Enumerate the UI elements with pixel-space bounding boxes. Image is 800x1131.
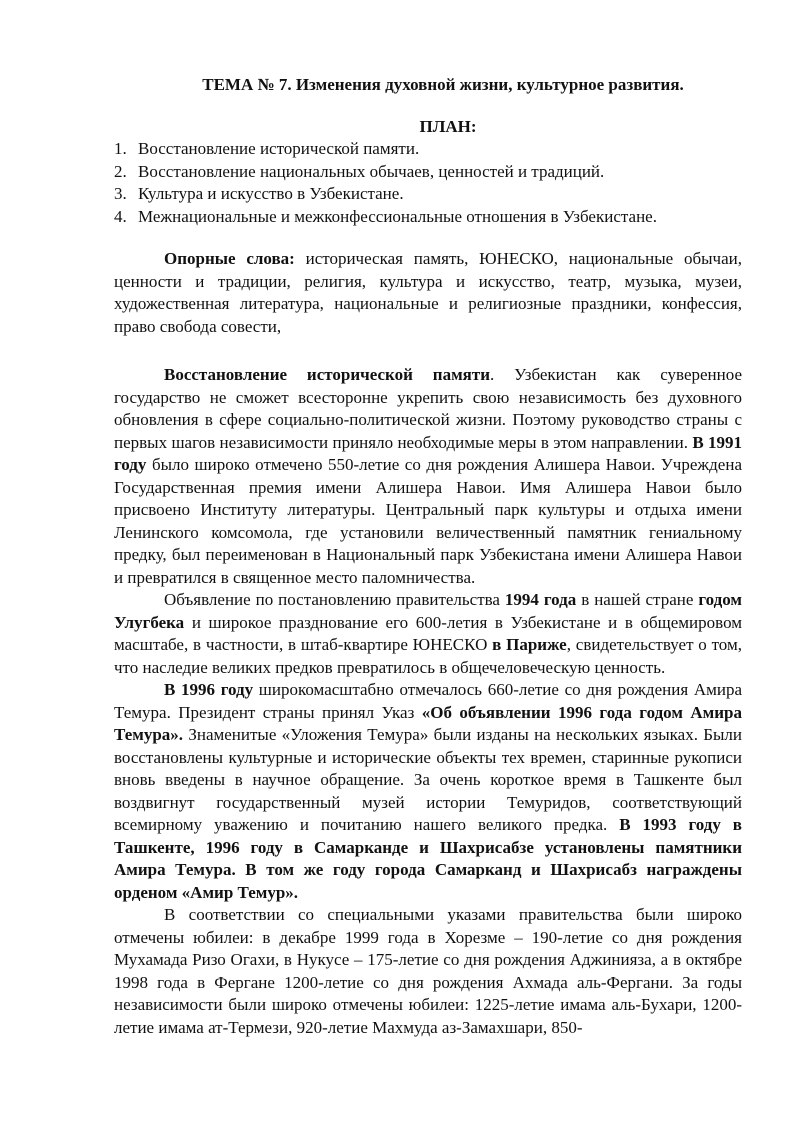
page-title: ТЕМА № 7. Изменения духовной жизни, культурное развития. — [202, 75, 684, 94]
keywords-paragraph — [114, 248, 742, 338]
plan-item — [114, 183, 742, 206]
plan-item — [114, 206, 742, 229]
paragraph-ulugbek — [114, 589, 742, 679]
paragraph-text: Знаменитые «Уложения Темура» были изданы на нескольких языках. Были восстановлены культурные и исторические объекты тех времен, старинные рукописи вновь введены в научное обращение. За очень короткое время в Ташкенте был воздвигнут государственный музей истории Темуридов, соответствующий всемирному уважению и почитанию нашего великого предка. — [114, 725, 742, 834]
paragraph-temur — [114, 679, 742, 904]
paragraph-text: широкомасштабно отмечалось 660-летие со дня рождения Амира Темура. Президент страны принял Указ — [114, 680, 742, 722]
bold-text: 1994 года — [504, 590, 577, 609]
document-page — [114, 74, 742, 1039]
paragraph-text: Объявление по постановлению правительства — [164, 590, 505, 609]
bold-text: годом Улугбека — [114, 590, 742, 632]
bold-text: В 1991 году — [114, 432, 743, 474]
plan-item-text: Восстановление исторической памяти. — [138, 139, 420, 158]
plan-item-text: Межнациональные и межконфессиональные отношения в Узбекистане. — [138, 206, 657, 226]
plan-list — [114, 138, 742, 228]
plan-item — [114, 138, 742, 161]
paragraph-text: в нашей стране — [576, 590, 699, 609]
plan-item — [114, 161, 742, 184]
paragraph-text: , свидетельствует о том, что наследие великих предков превратилось в общечеловеческую ценность. — [114, 635, 742, 677]
plan-heading: ПЛАН: — [419, 117, 477, 136]
keywords-text: историческая память, ЮНЕСКО, национальные обычаи, ценности и традиции, религия, культура и искусство, театр, музыка, музеи, художественная литература, национальные и религиозные праздники, конфессия, право свобода совести, — [114, 249, 742, 336]
section-historical-memory — [114, 364, 742, 589]
plan-item-number: 4. — [114, 206, 127, 226]
bold-text: В 1993 году в Ташкенте, 1996 году в Самарканде и Шахрисабзе установлены памятники Амира Темура. В том же году города Самарканд и Шахрисабз награждены орденом «Амир Темур». — [114, 815, 742, 902]
paragraph-text: было широко отмечено 550-летие со дня рождения Алишера Навои. Учреждена Государственная премия имени Алишера Навои. Имя Алишера Навои было присвоено Институту литературы. Центральный парк культуры и отдыха имени Ленинского комсомола, где установили величественный памятник гениальному предку, был переименован в Национальный парк Узбекистана имени Алишера Навои и превратился в священное место паломничества. — [114, 455, 742, 587]
keywords-label: Опорные слова: — [164, 249, 295, 268]
bold-text: в Париже — [492, 635, 567, 654]
plan-item-number: 3. — [114, 184, 127, 203]
paragraph-text: . Узбекистан как суверенное государство не сможет всесторонне укрепить свою независимость без духовного обновления в сфере социально-политической жизни. Поэтому руководство страны с первых шагов независимости приняло необходимые меры в этом направлении. — [114, 365, 742, 452]
paragraph-jubilees: В соответствии со специальными указами правительства были широко отмечены юбилеи: в декабре 1999 года в Хорезме – 190-летие со дня рождения Мухамада Ризо Огахи, в Нукусе – 175-летие со дня рождения Аджинияза, а в октябре 1998 года в Фергане 1200-летие со дня рождения Ахмада аль-Фергани. За годы независимости были широко отмечены юбилеи: 1225-летие имама аль-Бухари, 1200-летие имама ат-Термези, 920-летие Махмуда аз-Замахшари, 850- — [114, 905, 742, 1037]
plan-item-text: Восстановление национальных обычаев, ценностей и традиций. — [138, 161, 605, 181]
plan-item-number: 1. — [114, 139, 127, 158]
bold-text: В 1996 году — [164, 680, 254, 699]
bold-text: «Об объявлении 1996 года годом Амира Темура». — [114, 702, 742, 744]
plan-item-number: 2. — [114, 161, 127, 181]
plan-item-text: Культура и искусство в Узбекистане. — [138, 184, 404, 203]
paragraph-text: и широкое празднование его 600-летия в Узбекистане и в общемировом масштабе, в частности, в штаб-квартире ЮНЕСКО — [114, 612, 742, 654]
section-heading: Восстановление исторической памяти — [164, 365, 491, 384]
